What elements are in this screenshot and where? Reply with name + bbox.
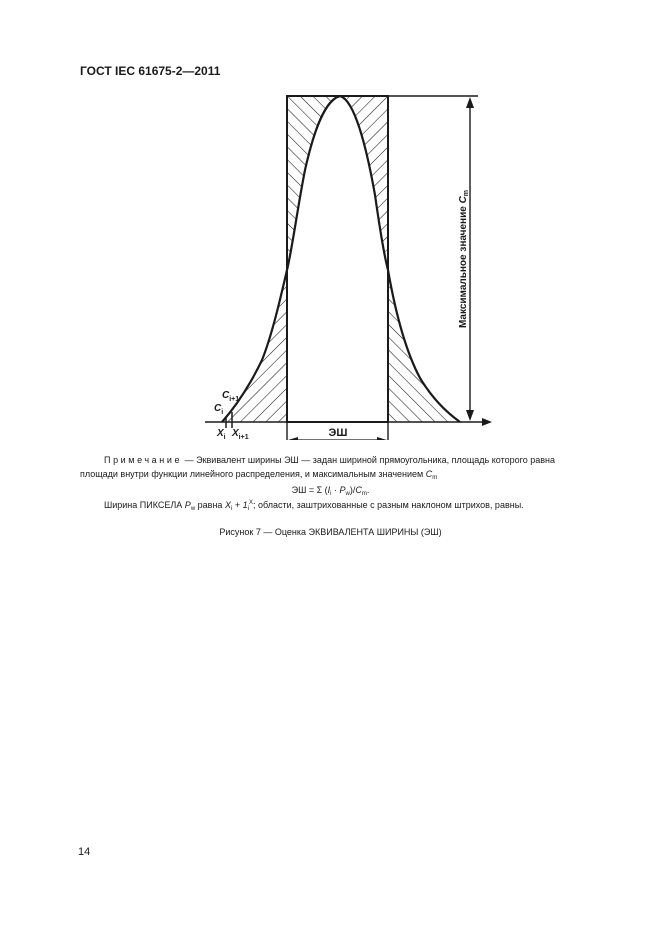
max-arrow-bottom	[466, 410, 474, 421]
pw-sub: w	[190, 506, 196, 512]
pixel-width-note	[80, 500, 585, 510]
plus-sign: +	[234, 500, 241, 510]
page-number: 14	[78, 846, 91, 858]
formula-dot: ·	[331, 485, 340, 495]
width-label: ЭШ	[328, 427, 348, 439]
one-sup: X	[248, 500, 253, 506]
formula-p-sub: w	[345, 491, 350, 497]
document-header: ГОСТ IEC 61675-2—2011	[80, 64, 221, 78]
one-symbol: 1	[242, 500, 248, 510]
label-x-i1: $X_{i+1}$	[232, 428, 249, 440]
width-arrow-left	[288, 437, 298, 440]
xi-sub: i	[230, 506, 233, 512]
max-value-label: Максимальное значение $C_m$	[458, 189, 470, 329]
note-cm-symbol: C	[425, 469, 433, 479]
equivalent-width-figure	[0, 0, 661, 440]
figure-note	[80, 453, 585, 481]
label-c-i1: $C_{i+1}$	[222, 390, 240, 403]
note-cm-sub: m	[432, 475, 438, 481]
figure-caption: Рисунок 7 — Оценка ЭКВИВАЛЕНТА ШИРИНЫ (ЭШ)	[219, 527, 442, 537]
formula-left: ЭШ = Σ (	[291, 485, 328, 495]
note-text: — Эквивалент ширины ЭШ — задан шириной прямоугольника, площадь которого равна площади внутри функции линейного распределения, и максимальным значением	[80, 455, 555, 479]
formula-i: I	[327, 485, 331, 495]
formula-right: )/	[349, 485, 356, 495]
formula-c-sub: m	[361, 491, 367, 497]
formula-p: P	[339, 485, 346, 495]
pixel-width-post: ; области, заштрихованные с разным наклоном штрихов, равны.	[253, 500, 524, 510]
hatched-region-left-inner	[287, 96, 337, 270]
one-sub: i	[247, 506, 249, 512]
note-label: Примечание	[104, 455, 183, 465]
formula-c: C	[355, 485, 362, 495]
baseline-arrowhead	[482, 418, 492, 426]
formula-i-sub: i	[330, 491, 332, 497]
width-arrow-right	[377, 437, 387, 440]
pixel-width-mid: равна	[197, 500, 223, 510]
max-arrow-top	[466, 97, 474, 108]
pw-symbol: P	[184, 500, 191, 510]
label-c-i: $C_i$	[214, 403, 224, 416]
label-x-i: $X_i$	[217, 428, 226, 440]
pixel-width-pre: Ширина ПИКСЕЛА	[104, 500, 183, 510]
hatched-region-right-tail	[388, 270, 460, 422]
formula-end: .	[366, 485, 370, 495]
ew-formula	[0, 485, 661, 495]
xi-symbol: X	[224, 500, 231, 510]
